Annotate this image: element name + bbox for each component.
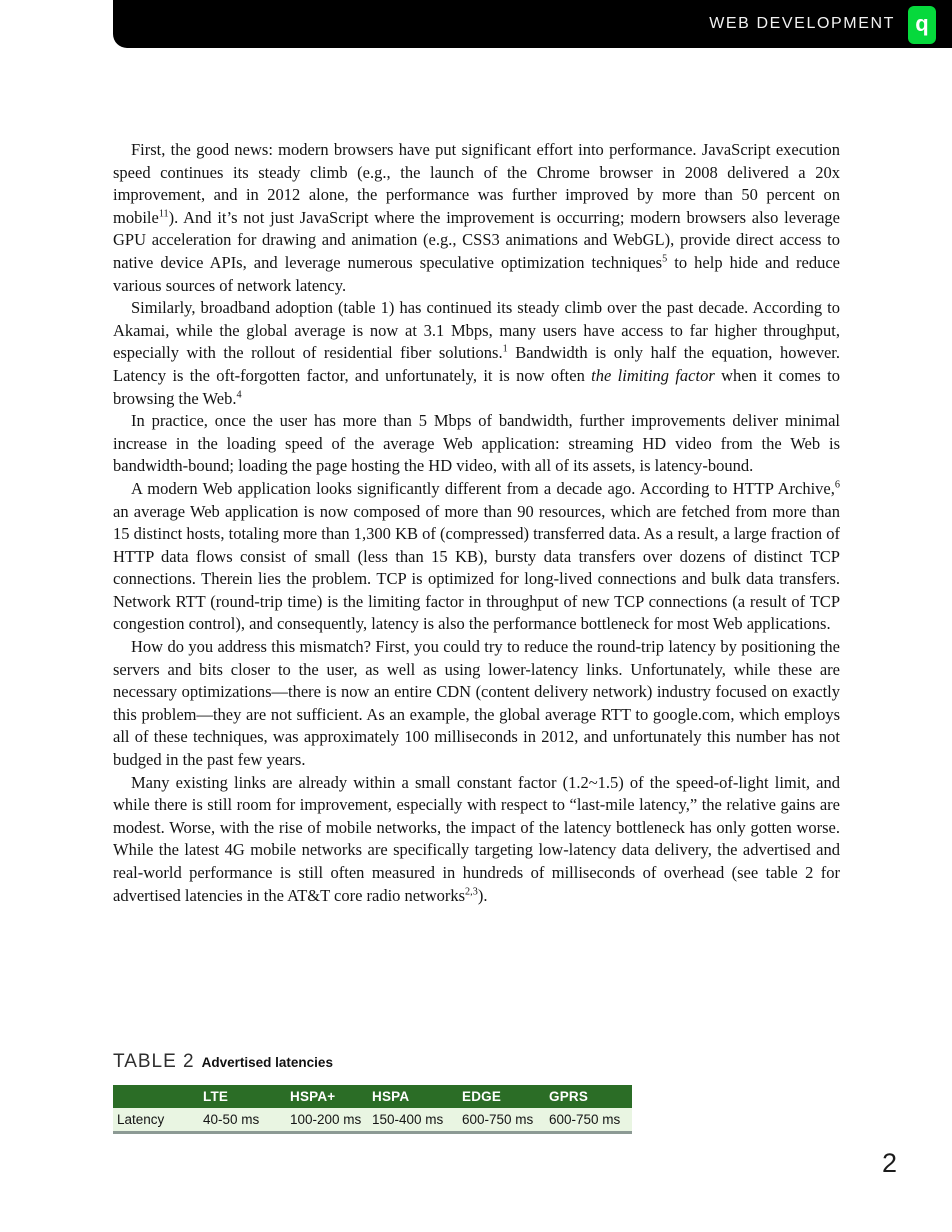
text-run: Many existing links are already within a small constant factor (1.2~1.5) of the speed-of-light limit, and while there is still room for improvement, especially with respect to “last-mile latency,” the relative gains are modest. Worse, with the rise of mobile networks, the impact of the latency bottleneck has only gotten worse. While the latest 4G mobile networks are specifically targeting low-latency data delivery, the advertised and real-world performance is still often measured in hundreds of milliseconds of overhead (see table 2 for advertised latencies in the AT&T core radio networks — [113, 772, 840, 905]
text-run: ). — [477, 885, 488, 905]
text-run: In practice, once the user has more than 5 Mbps of bandwidth, further improvements deliver minimal increase in the loading speed of the average Web application: streaming HD video from the Web is bandwidth-bound; loading the page hosting the HD video, with all of its assets, is latency-bound. — [113, 411, 840, 476]
table-label: TABLE 2 — [113, 1051, 195, 1072]
text-run: How do you address this mismatch? First, you could try to reduce the round-trip latency by positioning the servers and bits closer to the user, as well as using lower-latency links. Unfortunately, while these are necessary optimizations—there is now an entire CDN (content delivery network) industry focused on exactly this problem—they are not sufficient. As an example, the global average RTT to google.com, which employs all of these techniques, was approximately 100 milliseconds in 2012, and unfortunately this number has not budged in the past few years. — [113, 637, 840, 770]
text-run: First, the good news: modern browsers have put significant effort into performance. JavaScript execution speed continues its steady climb (e.g., the launch of the Chrome browser in 2008 delivered a 20x improvement, and in 2012 alone, the performance was further improved by more than 50 percent on mobile — [113, 140, 840, 227]
text-run: to help hide and reduce various sources of network latency. — [113, 252, 840, 295]
data-cell: 600-750 ms — [549, 1111, 621, 1127]
article-body — [113, 139, 840, 907]
data-cell: 100-200 ms — [290, 1111, 362, 1127]
paragraph — [113, 410, 840, 478]
header-cell: GPRS — [549, 1089, 589, 1104]
paragraph — [113, 636, 840, 772]
page-number: 2 — [881, 1148, 897, 1178]
table-header-row — [113, 1085, 632, 1108]
paragraph — [113, 478, 840, 636]
header-cell: HSPA+ — [290, 1089, 336, 1104]
data-cell: 600-750 ms — [462, 1111, 534, 1127]
text-run: A modern Web application looks significantly different from a decade ago. According to HTTP Archive, — [131, 478, 835, 498]
table-caption — [113, 1051, 632, 1073]
latency-table-block — [113, 1051, 632, 1134]
reference-superscript: 5 — [662, 253, 668, 265]
table-row — [113, 1108, 632, 1132]
paragraph — [113, 139, 840, 297]
text-run: Similarly, broadband adoption (table 1) has continued its steady climb over the past decade. According to Akamai, while the global average is now at 3.1 Mbps, many users have access to far higher throughput, especially with the rollout of residential fiber solutions. — [113, 298, 840, 363]
header-cell: HSPA — [372, 1089, 410, 1104]
queue-logo — [908, 6, 936, 44]
section-title: WEB DEVELOPMENT — [709, 15, 895, 32]
header-bar — [113, 0, 952, 48]
header-cell: EDGE — [462, 1089, 502, 1104]
text-run: Bandwidth is only half the equation, however. Latency is the oft-forgotten factor, and unfortunately, it is now often — [113, 343, 840, 385]
text-run: an average Web application is now composed of more than 90 resources, which are fetched from more than 15 distinct hosts, totaling more than 1,300 KB of (compressed) transferred data. As a result, a large fraction of HTTP data flows consist of small (less than 15 KB), bursty data transfers over dozens of distinct TCP connections. Therein lies the problem. TCP is optimized for long-lived connections and bulk data transfers. Network RTT (round-trip time) is the limiting factor in throughput of new TCP connections (a result of TCP congestion control), and consequently, latency is also the performance bottleneck for most Web applications. — [113, 501, 840, 634]
reference-superscript: 1 — [502, 343, 508, 355]
header-cell — [113, 1085, 199, 1108]
text-run: when it comes to browsing the Web. — [113, 365, 840, 408]
reference-superscript: 4 — [236, 389, 242, 401]
paragraph — [113, 772, 840, 908]
row-label-cell: Latency — [117, 1111, 165, 1127]
text-run: ). And it’s not just JavaScript where the improvement is occurring; modern browsers also leverage GPU acceleration for drawing and animation (e.g., CSS3 animations and WebGL), provide direct access to native device APIs, and leverage numerous speculative optimization techniques — [113, 207, 840, 272]
italic-run: the limiting factor — [591, 365, 715, 385]
table-caption-text: Advertised latencies — [201, 1055, 333, 1070]
paragraph — [113, 297, 840, 410]
reference-superscript: 2,3 — [465, 886, 478, 898]
reference-superscript: 11 — [158, 208, 169, 220]
reference-superscript: 6 — [834, 479, 840, 491]
header-cell: LTE — [203, 1089, 229, 1104]
data-cell: 40-50 ms — [203, 1111, 260, 1127]
data-cell: 150-400 ms — [372, 1111, 444, 1127]
queue-logo-letter: q — [915, 10, 929, 36]
advertised-latencies-table — [113, 1085, 632, 1134]
